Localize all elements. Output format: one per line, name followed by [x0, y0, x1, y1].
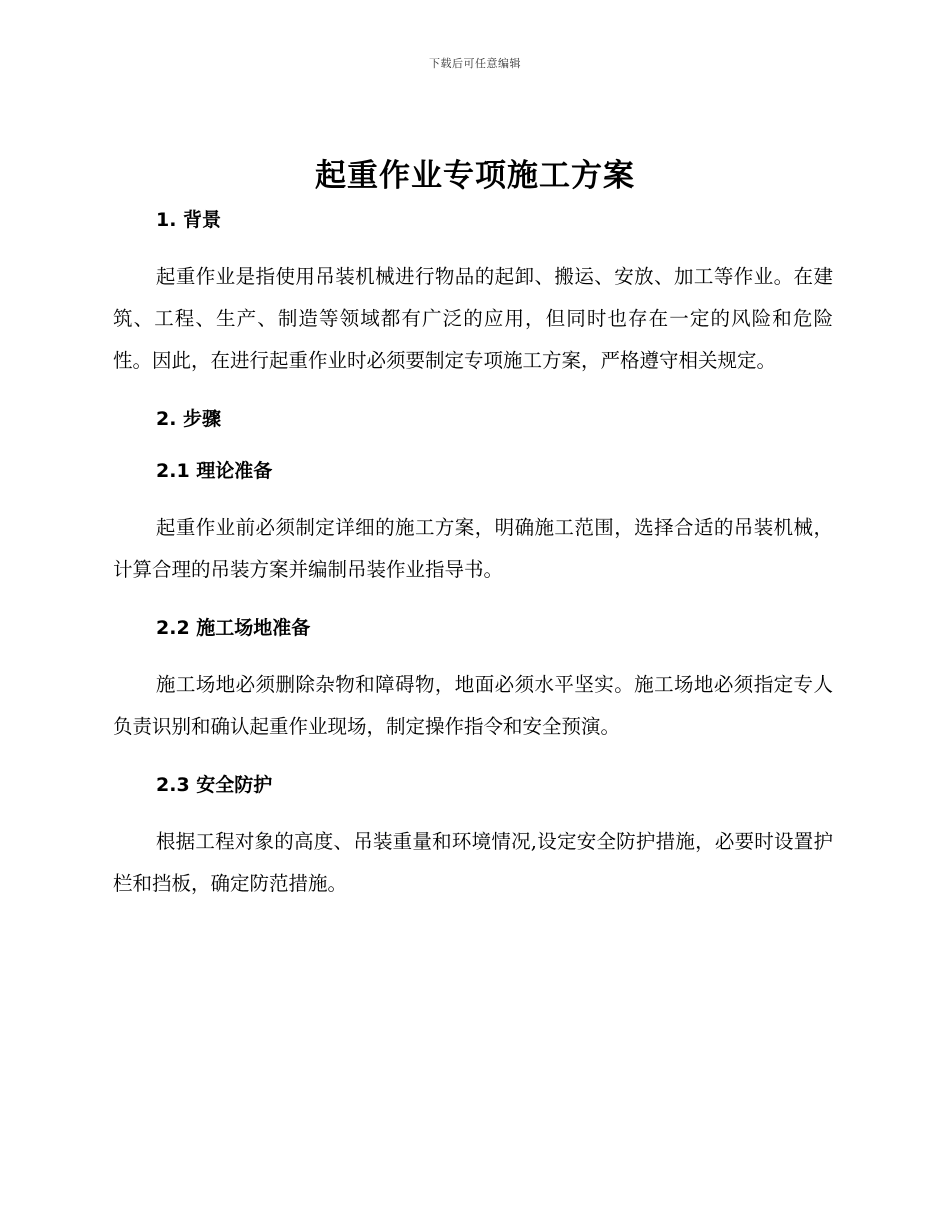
subsection-heading-safety: 2.3 安全防护 — [156, 774, 273, 796]
section-heading-background: 1. 背景 — [156, 209, 222, 231]
paragraph-background: 起重作业是指使用吊装机械进行物品的起卸、搬运、安放、加工等作业。在建筑、工程、生产、制造等领域都有广泛的应用，但同时也存在一定的风险和危险性。因此，在进行起重作业时必须要制定专项施工方案，严格遵守相关规定。 — [113, 265, 833, 372]
paragraph-theory: 起重作业前必须制定详细的施工方案，明确施工范围，选择合适的吊装机械，计算合理的吊装方案并编制吊装作业指导书。 — [113, 516, 833, 581]
subsection-heading-theory: 2.1 理论准备 — [156, 460, 273, 482]
paragraph-site: 施工场地必须删除杂物和障碍物，地面必须水平坚实。施工场地必须指定专人负责识别和确认起重作业现场，制定操作指令和安全预演。 — [113, 673, 833, 738]
subsection-heading-site: 2.2 施工场地准备 — [156, 617, 311, 639]
document-title: 起重作业专项施工方案 — [315, 158, 635, 194]
document-body — [113, 204, 833, 905]
header-note: 下载后可任意编辑 — [429, 57, 521, 70]
paragraph-safety: 根据工程对象的高度、吊装重量和环境情况,设定安全防护措施，必要时设置护栏和挡板，确定防范措施。 — [113, 830, 833, 895]
section-heading-steps: 2. 步骤 — [156, 408, 222, 430]
